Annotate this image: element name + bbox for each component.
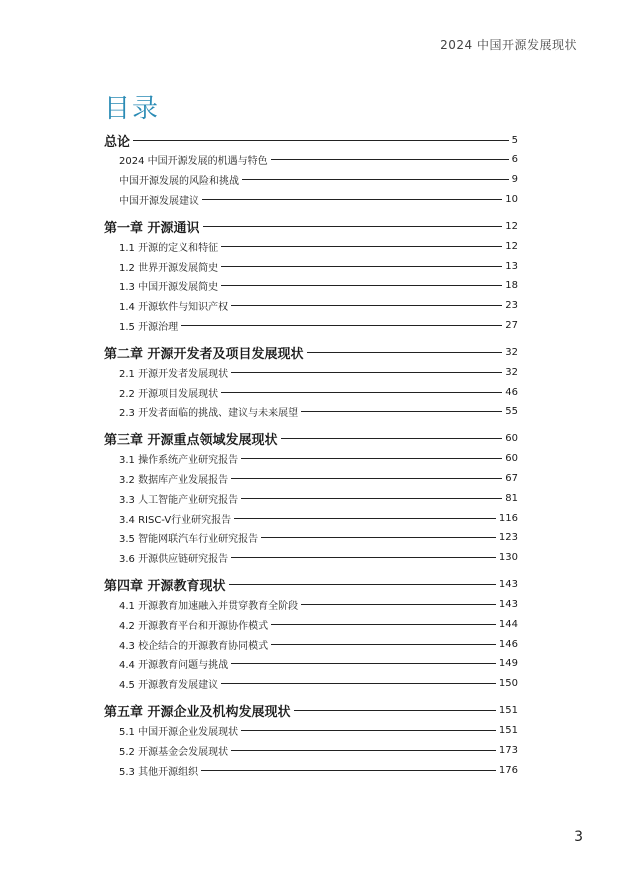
chapter-title: 第二章 开源开发者及项目发展现状: [104, 346, 304, 362]
section-title: 5.2 开源基金会发展现状: [119, 746, 229, 758]
leader-line: [231, 663, 496, 664]
toc-section-entry[interactable]: [104, 469, 518, 489]
chapter-page: 143: [498, 579, 518, 591]
section-title: 1.1 开源的定义和特征: [119, 242, 219, 254]
chapter-title: 第一章 开源通识: [104, 220, 200, 236]
section-page: 10: [505, 193, 518, 205]
section-page: 149: [498, 658, 518, 670]
leader-line: [294, 710, 496, 711]
section-page: 13: [505, 260, 518, 272]
section-title: 4.5 开源教育发展建议: [119, 680, 219, 692]
toc-section-entry[interactable]: [104, 150, 518, 170]
section-title: 3.4 RISC-V行业研究报告: [119, 514, 232, 526]
section-title: 3.2 数据库产业发展报告: [119, 474, 229, 486]
section-title: 4.3 校企结合的开源教育协同模式: [119, 640, 269, 652]
leader-line: [234, 518, 496, 519]
chapter-page: 12: [505, 220, 518, 232]
section-title: 5.3 其他开源组织: [119, 766, 199, 778]
toc-section-entry[interactable]: [104, 276, 518, 296]
leader-line: [281, 438, 503, 439]
section-page: 18: [505, 280, 518, 292]
toc-section-entry[interactable]: [104, 449, 518, 469]
leader-line: [201, 770, 496, 771]
toc-section-entry[interactable]: [104, 170, 518, 190]
toc-chapter-entry[interactable]: [104, 216, 518, 236]
toc-section-entry[interactable]: [104, 296, 518, 316]
leader-line: [301, 411, 502, 412]
toc-section-entry[interactable]: [104, 316, 518, 336]
leader-line: [307, 352, 503, 353]
leader-line: [181, 325, 502, 326]
leader-line: [242, 179, 509, 180]
leader-line: [231, 372, 502, 373]
running-header: 2024 中国开源发展现状: [440, 38, 577, 52]
chapter-title: 总论: [104, 134, 131, 150]
chapter-title: 第四章 开源教育现状: [104, 579, 226, 595]
section-title: 2024 中国开源发展的机遇与特色: [119, 156, 268, 168]
section-page: 27: [505, 319, 518, 331]
toc-chapter-entry[interactable]: [104, 130, 518, 150]
section-title: 1.2 世界开源发展简史: [119, 262, 219, 274]
chapter-page: 60: [505, 433, 518, 445]
toc-section-entry[interactable]: [104, 528, 518, 548]
leader-line: [241, 458, 502, 459]
toc-section-entry[interactable]: [104, 654, 518, 674]
section-title: 2.2 开源项目发展现状: [119, 388, 219, 400]
leader-line: [231, 478, 502, 479]
leader-line: [203, 226, 503, 227]
leader-line: [221, 392, 502, 393]
section-page: 6: [511, 154, 518, 166]
toc-section-entry[interactable]: [104, 236, 518, 256]
section-title: 4.1 开源教育加速融入并贯穿教育全阶段: [119, 600, 299, 612]
toc-chapter-entry[interactable]: [104, 429, 518, 449]
toc-section-entry[interactable]: [104, 548, 518, 568]
toc-title: 目录: [104, 94, 161, 124]
leader-line: [231, 557, 496, 558]
toc-section-entry[interactable]: [104, 634, 518, 654]
toc-section-entry[interactable]: [104, 595, 518, 615]
section-page: 123: [498, 532, 518, 544]
chapter-title: 第三章 开源重点领域发展现状: [104, 433, 278, 449]
section-page: 173: [498, 744, 518, 756]
section-page: 46: [505, 386, 518, 398]
section-page: 67: [505, 472, 518, 484]
toc-section-entry[interactable]: [104, 190, 518, 210]
chapter-page: 151: [498, 705, 518, 717]
section-title: 3.6 开源供应链研究报告: [119, 554, 229, 566]
section-title: 2.1 开源开发者发展现状: [119, 368, 229, 380]
leader-line: [241, 498, 502, 499]
toc-section-entry[interactable]: [104, 740, 518, 760]
section-page: 12: [505, 240, 518, 252]
leader-line: [221, 285, 502, 286]
toc-section-entry[interactable]: [104, 488, 518, 508]
toc-section-entry[interactable]: [104, 508, 518, 528]
section-title: 3.5 智能网联汽车行业研究报告: [119, 534, 259, 546]
leader-line: [229, 584, 496, 585]
section-title: 3.1 操作系统产业研究报告: [119, 455, 239, 467]
section-page: 9: [511, 174, 518, 186]
section-title: 4.2 开源教育平台和开源协作模式: [119, 620, 269, 632]
leader-line: [133, 140, 509, 141]
toc-section-entry[interactable]: [104, 382, 518, 402]
section-title: 2.3 开发者面临的挑战、建议与未来展望: [119, 408, 299, 420]
leader-line: [271, 159, 509, 160]
section-page: 116: [498, 512, 518, 524]
leader-line: [261, 537, 496, 538]
toc-chapter-entry[interactable]: [104, 342, 518, 362]
leader-line: [231, 305, 502, 306]
section-page: 32: [505, 366, 518, 378]
section-page: 81: [505, 492, 518, 504]
toc-chapter-entry[interactable]: [104, 575, 518, 595]
page-number: 3: [574, 829, 583, 845]
section-page: 130: [498, 552, 518, 564]
chapter-title: 第五章 开源企业及机构发展现状: [104, 705, 291, 721]
section-title: 中国开源发展建议: [119, 195, 199, 207]
section-page: 150: [498, 678, 518, 690]
leader-line: [221, 266, 502, 267]
leader-line: [221, 683, 496, 684]
toc-section-entry[interactable]: [104, 402, 518, 422]
toc-chapter-entry[interactable]: [104, 701, 518, 721]
section-title: 1.4 开源软件与知识产权: [119, 302, 229, 314]
section-page: 151: [498, 724, 518, 736]
toc-section-entry[interactable]: [104, 674, 518, 694]
toc-section-entry[interactable]: [104, 256, 518, 276]
section-title: 5.1 中国开源企业发展现状: [119, 726, 239, 738]
toc-section-entry[interactable]: [104, 760, 518, 780]
section-page: 143: [498, 598, 518, 610]
section-page: 144: [498, 618, 518, 630]
toc-section-entry[interactable]: [104, 721, 518, 741]
section-title: 1.5 开源治理: [119, 321, 179, 333]
section-page: 60: [505, 453, 518, 465]
section-title: 1.3 中国开源发展简史: [119, 282, 219, 294]
section-title: 3.3 人工智能产业研究报告: [119, 494, 239, 506]
leader-line: [202, 199, 502, 200]
leader-line: [271, 624, 496, 625]
leader-line: [241, 730, 496, 731]
section-page: 23: [505, 300, 518, 312]
section-title: 4.4 开源教育问题与挑战: [119, 660, 229, 672]
toc-section-entry[interactable]: [104, 614, 518, 634]
section-page: 176: [498, 764, 518, 776]
chapter-page: 5: [511, 134, 518, 146]
toc-section-entry[interactable]: [104, 362, 518, 382]
chapter-page: 32: [505, 346, 518, 358]
section-page: 146: [498, 638, 518, 650]
leader-line: [271, 644, 496, 645]
leader-line: [301, 604, 496, 605]
section-page: 55: [505, 406, 518, 418]
section-title: 中国开源发展的风险和挑战: [119, 176, 239, 188]
leader-line: [231, 750, 496, 751]
table-of-contents: [104, 130, 518, 780]
leader-line: [221, 246, 502, 247]
